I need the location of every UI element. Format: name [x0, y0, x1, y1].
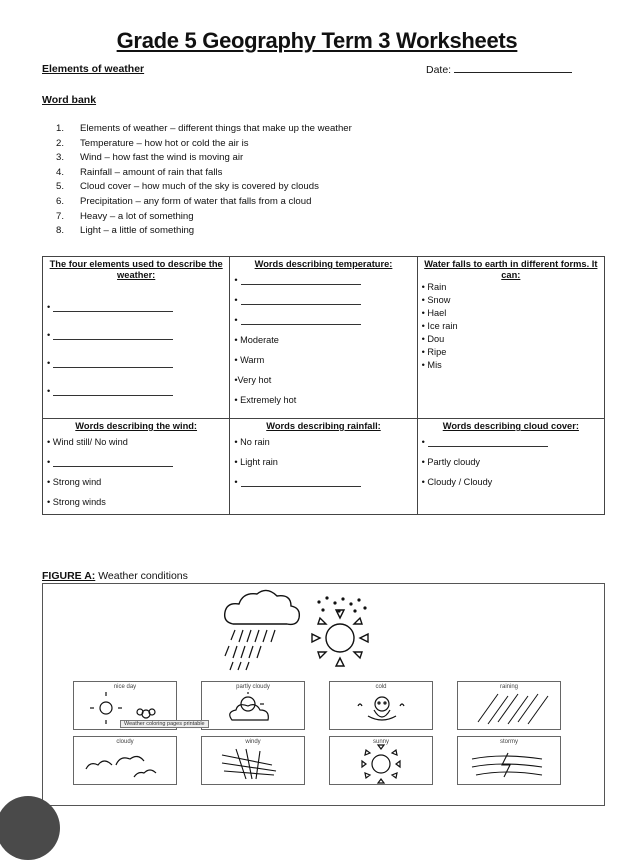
blank-entry[interactable]: • [234, 310, 412, 330]
figure-caption [42, 570, 188, 582]
temperature-heading: Words describing temperature: [254, 259, 393, 269]
card-partly-cloudy: partly cloudy [201, 681, 305, 730]
word-bank-item: 1. Elements of weather – different things that make up the weather [56, 123, 352, 134]
wind-word: • Strong winds [47, 497, 106, 507]
blank-entry[interactable]: • [234, 270, 412, 290]
wind-cell [43, 419, 230, 515]
card-nice-day: nice day [73, 681, 177, 730]
card-windy: windy [201, 736, 305, 785]
wind-icon [202, 737, 304, 784]
weather-words-table [42, 256, 605, 515]
water-form: • Snow [421, 295, 451, 305]
weather-illustration [43, 584, 604, 679]
water-form: • Ripe [421, 347, 447, 357]
water-form: • Dou [421, 334, 445, 344]
figure-box [42, 583, 605, 806]
figure-caption-text: Weather conditions [95, 570, 188, 582]
word-bank-item: 4. Rainfall – amount of rain that falls [56, 166, 223, 178]
rain-word: • No rain [234, 437, 270, 447]
worksheet-title: Grade 5 Geography Term 3 Worksheets [116, 28, 518, 53]
wind-heading: Words describing the wind: [75, 421, 198, 431]
storm-icon [458, 737, 560, 784]
image-credit: Weather coloring pages printable [120, 720, 209, 728]
cloud-word: • Cloudy / Cloudy [421, 477, 493, 487]
partly-cloudy-icon [202, 682, 304, 729]
temperature-cell [230, 257, 417, 419]
cloud-word: • Partly cloudy [421, 457, 481, 467]
date-label: Date: [426, 64, 452, 76]
rain-word: • Light rain [234, 457, 278, 467]
blank-entry[interactable]: • [234, 290, 412, 310]
wind-word: • Wind still/ No wind [47, 437, 128, 447]
date-blank-line [454, 63, 572, 73]
section-subtitle: Elements of weather [42, 63, 145, 75]
card-sunny: sunny [329, 736, 433, 785]
rain-icon [458, 682, 560, 729]
cloud-icon [74, 737, 176, 784]
date-field [426, 63, 572, 76]
word-bank-item: 2. Temperature – how hot or cold the air is [56, 137, 249, 149]
word-bank-item: 5. Cloud cover – how much of the sky is covered by clouds [56, 181, 319, 193]
word-bank-item: 6. Precipitation – any form of water that falls from a cloud [56, 195, 312, 207]
elements-heading: The four elements used to describe the weather: [49, 259, 223, 280]
temp-word: • Warm [234, 355, 265, 365]
temp-word: • Moderate [234, 335, 279, 345]
cloud-cover-heading: Words describing cloud cover: [442, 421, 579, 431]
card-cold: cold [329, 681, 433, 730]
word-bank-item: 8. Light – a little of something [56, 225, 195, 237]
figure-label: FIGURE A: [42, 570, 96, 582]
rainfall-heading: Words describing rainfall: [266, 421, 381, 431]
cold-icon [330, 682, 432, 729]
cloud-cover-cell [417, 419, 604, 515]
blank-entry[interactable]: • [234, 472, 412, 492]
card-stormy: stormy [457, 736, 561, 785]
water-form: • Ice rain [421, 321, 458, 331]
water-forms-heading: Water falls to earth in different forms. It can: [424, 259, 598, 280]
temp-word: • Extremely hot [234, 395, 297, 405]
water-forms-cell [417, 257, 604, 419]
card-raining: raining [457, 681, 561, 730]
word-bank-heading: Word bank [42, 94, 97, 106]
word-bank-item: 3. Wind – how fast the wind is moving air [56, 152, 244, 164]
blank-entry[interactable]: • [47, 377, 225, 405]
sunny-icon [330, 737, 432, 784]
word-bank-item: 7. Heavy – a lot of something [56, 210, 194, 222]
elements-cell [43, 257, 230, 419]
water-form: • Mis [421, 360, 442, 370]
water-form: • Hael [421, 308, 447, 318]
word-bank-list [56, 122, 352, 239]
blank-entry[interactable]: • [422, 432, 600, 452]
card-cloudy: cloudy [73, 736, 177, 785]
rainfall-cell [230, 419, 417, 515]
temp-word: •Very hot [234, 375, 272, 385]
wind-word: • Strong wind [47, 477, 102, 487]
lens-icon[interactable] [0, 796, 60, 860]
blank-entry[interactable]: • [47, 349, 225, 377]
blank-entry[interactable]: • [47, 321, 225, 349]
blank-entry[interactable]: • [47, 452, 225, 472]
blank-entry[interactable]: • [47, 293, 225, 321]
water-form: • Rain [421, 282, 447, 292]
